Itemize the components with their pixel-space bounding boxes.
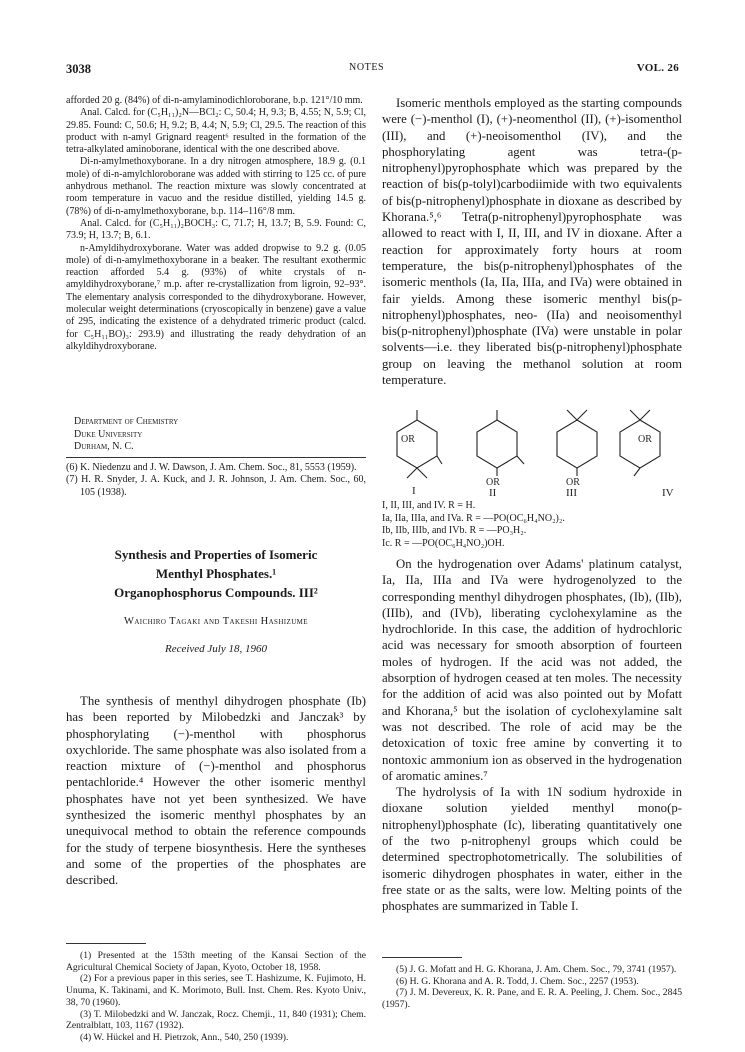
substituent-label: OR xyxy=(638,434,652,445)
structure-iii xyxy=(557,410,597,498)
isopropyl-bond xyxy=(417,468,427,478)
structure-i xyxy=(397,410,442,497)
page-number: 3038 xyxy=(66,62,91,76)
isopropyl-bond xyxy=(577,410,587,420)
cyclohexane-ring xyxy=(477,420,517,468)
structure-label: I xyxy=(412,485,416,497)
structure-label: III xyxy=(566,487,577,498)
footnote: (4) W. Hückel and H. Pietrzok, Ann., 540, 250 (1939). xyxy=(80,1031,289,1043)
reference: (7) H. R. Snyder, J. A. Kuck, and J. R. Johnson, J. Am. Chem. Soc., 60, 105 (1938). xyxy=(66,474,366,498)
footnote: (2) For a previous paper in this series, see T. Hashizume, K. Fujimoto, H. Unuma, K. Takinami, and K. Morimoto, Bull. Inst. Chem. Res. Kyoto Univ., 38, 70 (1960). xyxy=(66,973,366,1008)
footnote: (6) H. G. Khorana and A. R. Todd, J. Chem. Soc., 2257 (1953). xyxy=(396,975,639,987)
article-intro xyxy=(66,693,366,889)
volume-label: VOL. 26 xyxy=(636,62,679,74)
section-title: NOTES xyxy=(349,62,385,73)
paragraph: Isomeric menthols employed as the starting compounds were (−)-menthol (I), (+)-neomenthol (II), (+)-isomenthol (III), and (+)-neoisomenthol (IV), and the phosphorylating agent was tetra-(p-nitrophenyl)pyrophosphate which was prepared by the reaction of bis(p-tolyl)carbodiimide with two equivalents of bis(p-nitrophenyl)phosphate in dioxane as described by Khorana.⁵,⁶ Tetra(p-nitrophenyl)pyrophosphate was allowed to react with I, II, III, and IV in dioxane. After a reaction for approximately forty hours at room temperature, the bis(p-nitrophenyl)phosphates of the isomeric menthols (Ia, IIa, IIIa, and IVa) were obtained in fair yields. Among these isomeric menthyl bis(p-nitrophenyl)phosphates, neo- (IIa) and neoisomenthyl bis(p-nitrophenyl)phosphate (IVa) were unstable in polar solvents—i.e. they liberated bis(p-nitrophenyl)phosphate group on leaving the methanol solution at room temperature. xyxy=(382,96,682,388)
article-authors: Waichiro Tagaki and Takeshi Hashizume xyxy=(124,616,308,627)
paragraph: Di-n-amylmethoxyborane. In a dry nitrogen atmosphere, 18.9 g. (0.1 mole) of di-n-amylchloroborane was added with stirring to 125 cc. of pure anhydrous methanol. The reaction mixture was slowly concentrated at room temperature in vacuo and the residue distilled, yielding 14.5 g. (78%) of di-n-amylmethoxyborane, b.p. 114–116°/8 mm. xyxy=(66,156,366,217)
paragraph: Anal. Calcd. for (C₅H₁₁)₂N—BCl₂: C, 50.4; H, 9.3; B, 4.55; N, 5.9; Cl, 29.85. Found: C, 50.6; H, 9.2; B, 4.4; N, 5.9; Cl, 29.5. The reaction of this product with n-amyl Grignard reagent⁶ resulted in the formation of the tetra-alkylated aminoborane, identical with the one described above. xyxy=(66,107,366,156)
isopropyl-bond xyxy=(630,410,640,420)
isopropyl-bond xyxy=(517,456,524,464)
substituent-label: OR xyxy=(486,477,500,488)
substituent-label: OR xyxy=(566,477,580,488)
paragraph: On the hydrogenation over Adams' platinum catalyst, Ia, IIa, IIIa and IVa were hydrogenolyzed to the corresponding menthyl dihydrogen phosphates, (Ib), (IIb), (IIIb), and (IVb), liberating cyclohexylamine as the hydrochloride. In this case, the addition of hydrochloric acid was necessary for smooth absorption of fourteen moles of hydrogen. If the acid was not added, the absorption of hydrogen ceased at ten moles. The necessity for the addition of acid was also pointed out by Mofatt and Khorana,⁵ but the isolation of cyclohexylamine salt was not described. The role of acid may be the detoxication of toxic free amine by converting it to nontoxic ammonium ion as observed in the hydrogenation of aromatic amines.⁷ xyxy=(382,557,682,783)
title-line-3: Organophosphorus Compounds. III² xyxy=(114,585,318,600)
definition: Ib, IIb, IIIb, and IVb. R = —PO₃H₂. xyxy=(382,525,527,536)
structure-label: IV xyxy=(662,487,674,498)
cyclohexane-ring xyxy=(557,420,597,468)
definition: Ic. R = —PO(OC₆H₄NO₂)OH. xyxy=(382,537,505,549)
body-text-1 xyxy=(382,95,682,388)
received-date: Received July 18, 1960 xyxy=(164,643,267,655)
paragraph: afforded 20 g. (84%) of di-n-amylaminodichloroborane, b.p. 121°/10 mm. xyxy=(66,95,363,106)
footnote: (1) Presented at the 153th meeting of the Kansai Section of the Agricultural Chemical Society of Japan, Kyoto, October 18, 1958. xyxy=(66,950,366,973)
structure-definitions xyxy=(382,500,682,550)
footnote-divider xyxy=(382,957,462,958)
paragraph: The synthesis of menthyl dihydrogen phosphate (Ib) has been reported by Milobedzki and Janczak³ by phosphorylating (−)-menthol with phosphorus oxychloride. The same phosphate was also isolated from a reaction mixture of (−)-menthol and phosphorus pentachloride.⁴ However the other isomeric menthyl phosphates have not yet been synthesized. We have synthesized the isomeric menthyl phosphates by an unequivocal method to obtain the reference compounds for the study of terpene biosynthesis. Here the syntheses and some of the properties of the phosphates are described. xyxy=(66,694,366,888)
article-title xyxy=(66,545,366,602)
article-footnotes xyxy=(66,950,366,1044)
affiliation xyxy=(66,416,366,454)
isopropyl-bond xyxy=(640,410,650,420)
structure-iv xyxy=(620,410,674,498)
previous-article-references xyxy=(66,462,366,499)
paragraph: Anal. Calcd. for (C₅H₁₁)₂BOCH₃: C, 71.7; H, 13.7; B, 5.9. Found: C, 73.9; H, 13.7; B, 6.1. xyxy=(66,217,366,242)
substituent-label: OR xyxy=(401,434,415,445)
affiliation-university: Duke University xyxy=(74,428,143,440)
reference: (6) K. Niedenzu and J. W. Dawson, J. Am. Chem. Soc., 81, 5553 (1959). xyxy=(66,462,357,473)
right-footnotes xyxy=(382,964,682,1011)
isopropyl-bond xyxy=(437,456,442,464)
methyl-bond xyxy=(634,468,640,476)
structure-ii xyxy=(477,410,524,498)
paragraph: n-Amyldihydroxyborane. Water was added dropwise to 9.2 g. (0.05 mole) of di-n-amylmethoxyborane in a beaker. The resultant exothermic reaction afforded 5.4 g. (93%) of white crystals of n-amyldihydroxyborane,⁷ m.p. after re-crystallization from ligroin, 92–93°. The elementary analysis corresponded to the dihydroxyborane. However, molecular weight determinations (cryoscopically in benzene) gave a value of 295, indicating the existence of a dehydrated trimeric product (calcd. for C₅H₁₁BO)₃: 293.9) and illustrating the ready dehydration of an alkyldihydroxyborane. xyxy=(66,242,366,352)
footnote-divider xyxy=(66,943,146,944)
previous-article-text xyxy=(66,95,366,353)
divider xyxy=(66,457,366,458)
isopropyl-bond xyxy=(567,410,577,420)
title-line-2: Menthyl Phosphates.¹ xyxy=(155,566,277,581)
article-header xyxy=(66,545,366,655)
title-line-1: Synthesis and Properties of Isomeric xyxy=(114,547,318,562)
footnote: (5) J. G. Mofatt and H. G. Khorana, J. Am. Chem. Soc., 79, 3741 (1957). xyxy=(396,964,677,975)
affiliation-department: Department of Chemistry xyxy=(74,416,179,427)
isopropyl-bond xyxy=(407,468,417,478)
definition: Ia, IIa, IIIa, and IVa. R = —PO(OC₆H₄NO₂)₂. xyxy=(382,512,565,524)
body-text-2 xyxy=(382,556,682,915)
footnote: (3) T. Milobedzki and W. Janczak, Rocz. Chemji., 11, 840 (1931); Chem. Zentralblatt, 103, 1167 (1932). xyxy=(66,1008,366,1032)
structure-label: II xyxy=(489,487,497,498)
affiliation-city: Durham, N. C. xyxy=(74,441,134,452)
paragraph: The hydrolysis of Ia with 1N sodium hydroxide in dioxane solution yielded menthyl mono(p-nitrophenyl)phosphate (Ic), liberating quantitatively one of the two p-nitrophenyl groups which could be determined spectrophotometrically. The solubilities of isomeric dihydrogen phosphates in water, either in the free state or as the salts, were low. Melting points of the phosphates are summarized in Table I. xyxy=(382,785,682,914)
footnote: (7) J. M. Devereux, K. R. Pane, and E. R. A. Peeling, J. Chem. Soc., 2845 (1957). xyxy=(382,987,682,1011)
menthol-structures-figure xyxy=(382,408,682,498)
definition: I, II, III, and IV. R = H. xyxy=(382,500,476,511)
